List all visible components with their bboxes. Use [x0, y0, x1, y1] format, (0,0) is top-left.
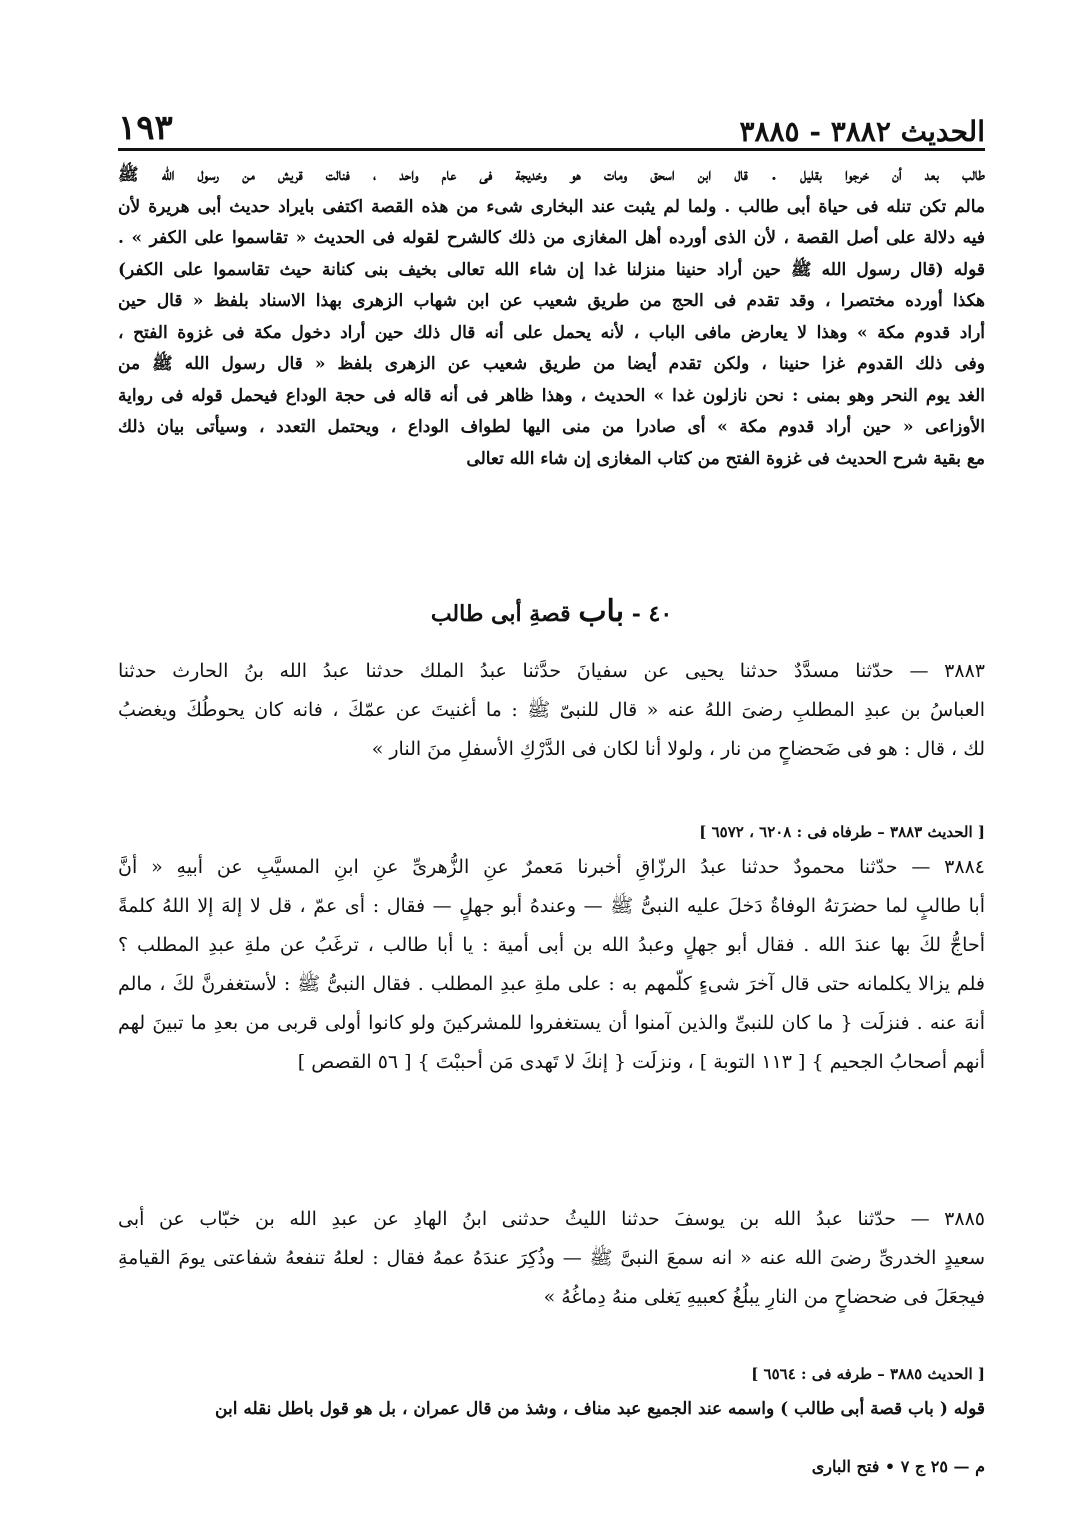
text-line: أراد قدوم مكة » وهذا لا يعارض مافى الباب ، لأنه يحمل على أنه قال ذلك حين أراد دخول مكة فى غزوة الفتح ، [118, 322, 985, 343]
hadith-line: أنهَ عنه . فنزلَت { ما كان للنبىِّ والذين آمنوا أن يستغفروا للمشركينَ ولو كانوا أولى قربى من بعدِ ما تبينَ لهم [118, 1012, 985, 1034]
page-header [118, 108, 985, 148]
chapter-number: ٤٠ - [631, 601, 673, 627]
text-line: الأوزاعى « حين أراد قدوم مكة » أى صادرا من منى اليها لطواف الوداع ، ويحتمل التعدد ، وسيأتى بيان ذلك [118, 417, 985, 437]
text-line: وفى ذلك القدوم غزا حنينا ، ولكن تقدم أيضا من طريق شعيب عن الزهرى بلفظ « قال رسول الله ﷺ من [118, 354, 985, 374]
hadith-line: أحاجُّ لكَ بها عندَ الله . فقال أبو جهلٍ وعبدُ الله بن أبى أمية : يا أبا طالب ، ترغَبُ عن ملةِ عبدِ المطلب ؟ [118, 934, 985, 956]
commentary-bottom [118, 1390, 985, 1428]
hadith-3885 [118, 1200, 985, 1317]
hadith-line: ٣٨٨٣ — حدّثنا مسدَّدٌ حدثنا يحيى عن سفيانَ حدَّثنا عبدُ الملك حدثنا عبدُ الله بنُ الحارث حدثنا [118, 660, 985, 682]
chapter-heading [118, 590, 985, 634]
hadith-reference: [ الحديث ٣٨٨٥ – طرفه فى : ٦٥٦٤ ] [751, 1365, 985, 1383]
commentary-top [118, 160, 985, 475]
chapter-word: باب [578, 594, 625, 629]
hadith-line: ٣٨٨٤ — حدّثنا محمودٌ حدثنا عبدُ الرزّاقِ أخبرنا مَعمرٌ عنِ الزُّهرىِّ عنِ ابنِ المسيَّبِ عن أبيهِ « أنَّ [118, 856, 985, 878]
hadith-3883 [118, 652, 985, 769]
hadith-line: أنهم أصحابُ الجحيم } [ ١١٣ التوبة ] ، ونزلَت { إنكَ لا تَهدى مَن أحببْتَ } [ ٥٦ القصص ] [297, 1051, 985, 1073]
hadith-line: أبا طالبٍ لما حضرَتهُ الوفاةُ دَخلَ عليه النبىُّ ﷺ — وعندهُ أبو جهلٍ — فقال : أى عمّ ، قل لا إلهَ إلا اللهُ كلمةً [118, 895, 985, 917]
text-line: فيه دلالة على أصل القصة ، لأن الذى أورده أهل المغازى من ذلك كالشرح لقوله فى الحديث « تقاسموا على الكفر » . [118, 228, 985, 248]
text-line: هكذا أورده مختصرا ، وقد تقدم فى الحج من طريق شعيب عن ابن شهاب الزهرى بهذا الاسناد بلفظ « قال حين [118, 291, 985, 311]
hadith-line: فلم يزالا يكلمانه حتى قال آخرَ شىءٍ كلّمهم به : على ملةِ عبدِ المطلب . فقال النبىُّ ﷺ : لأستغفرنَّ لكَ ، مالم [118, 973, 985, 995]
text-line: الغد يوم النحر وهو بمنى : نحن نازلون غدا » الحديث ، وهذا ظاهر فى أنه قاله فى حجة الوداع فيحمل قوله فى رواية [118, 385, 985, 406]
hadith-3884 [118, 848, 985, 1082]
hadith-reference: [ الحديث ٣٨٨٣ – طرفاه فى : ٦٢٠٨ ، ٦٥٧٢ ] [699, 823, 985, 841]
hadith-line: ٣٨٨٥ — حدّثنا عبدُ الله بن يوسفَ حدثنا الليثُ حدثنى ابنُ الهادِ عن عبدِ الله بن خبّاب عن أبى [118, 1208, 985, 1230]
header-rule [118, 148, 985, 151]
hadith-line: فيجعَلَ فى ضحضاحٍ من النارِ يبلُغُ كعبيهِ يَغلى منهُ دِماغُهُ » [543, 1286, 985, 1308]
text-line: مع بقية شرح الحديث فى غزوة الفتح من كتاب المغازى إن شاء الله تعالى [466, 448, 985, 469]
text-line: مالم تكن تنله فى حياة أبى طالب . ولما لم يثبت عند البخارى شىء من هذه القصة اكتفى بايراد حديث أبى هريرة لأن [118, 196, 985, 217]
text-line: قوله ( باب قصة أبى طالب ) واسمه عند الجميع عبد مناف ، وشذ من قال عمران ، بل هو قول باطل نقله ابن [215, 1399, 985, 1419]
running-title: الحديث ٣٨٨٢ - ٣٨٨٥ [739, 115, 985, 148]
page-footer: م — ٢٥ ج ٧ • فتح البارى [811, 1457, 985, 1476]
text-line: طالب بعد أن خرجوا بقليل . قال ابن اسحق ومات هو وخديجة فى عام واحد ، فنالت قريش من رسول الله ﷺ [118, 165, 985, 185]
text-line: قوله (قال رسول الله ﷺ حين أراد حنينا منزلنا غدا إن شاء الله تعالى بخيف بنى كنانة حيث تقاسموا على الكفر) [118, 259, 985, 280]
page-number: ١٩٣ [118, 108, 173, 148]
hadith-line: لك ، قال : هو فى ضَحضاحٍ من نار ، ولولا أنا لكان فى الدَّرْكِ الأسفلِ منَ النار » [371, 738, 985, 760]
chapter-title: قصةِ أبى طالب [430, 601, 571, 627]
hadith-line: العباسُ بن عبدِ المطلبِ رضىَ اللهُ عنه « قال للنبىّ ﷺ : ما أغنيتَ عن عمّكَ ، فانه كان يحوطُكَ ويغضبُ [118, 699, 985, 721]
hadith-line: سعيدٍ الخدرىِّ رضىَ الله عنه « انه سمعَ النبىَّ ﷺ — وذُكِرَ عندَهُ عمهُ فقال : لعلهُ تنفعهُ شفاعتى يومَ القيامةِ [118, 1247, 985, 1269]
